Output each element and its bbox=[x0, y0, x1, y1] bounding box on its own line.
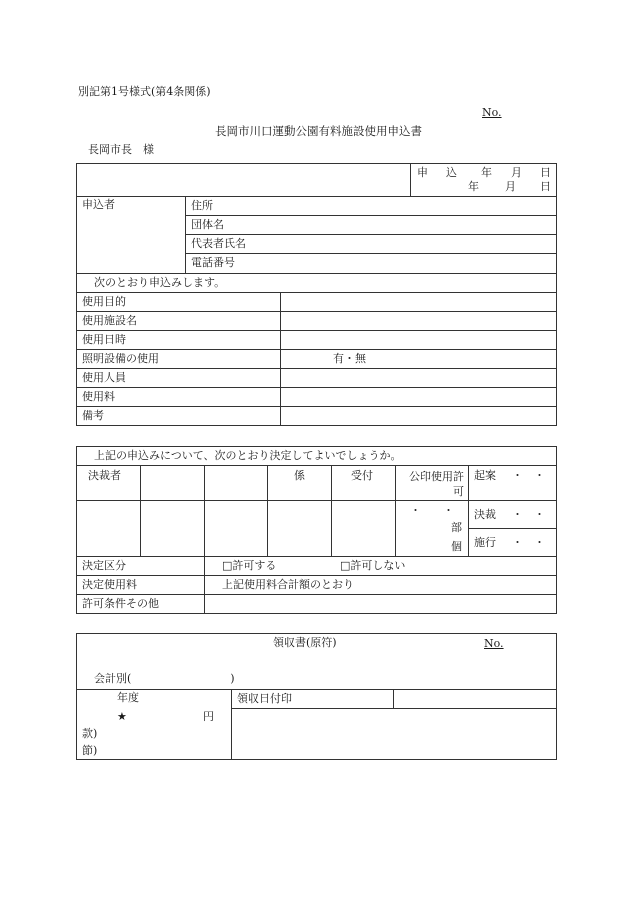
conditions-label: 許可条件その他 bbox=[82, 597, 159, 610]
kan-label: 款) bbox=[82, 727, 98, 740]
organization-label: 団体名 bbox=[191, 218, 224, 231]
remarks-label: 備考 bbox=[82, 409, 104, 422]
account-label: 会計別( ) bbox=[94, 672, 235, 685]
phone-label: 電話番号 bbox=[191, 256, 235, 269]
yen-label: 円 bbox=[203, 710, 214, 723]
fiscal-year-label: 年度 bbox=[117, 691, 139, 704]
setsu-label: 節) bbox=[82, 744, 98, 757]
receipt-number-label: No. bbox=[484, 637, 504, 650]
date-char-2: 込 bbox=[446, 166, 457, 179]
date2-day: 日 bbox=[540, 180, 551, 193]
receipt-table bbox=[76, 633, 557, 760]
stamp-label: 領収日付印 bbox=[237, 692, 292, 705]
seal-label: 公印使用許可 bbox=[409, 470, 464, 498]
clerk-label: 係 bbox=[294, 469, 305, 482]
purpose-label: 使用目的 bbox=[82, 295, 126, 308]
reception-label: 受付 bbox=[351, 469, 373, 482]
fee-label: 使用料 bbox=[82, 390, 115, 403]
date-day: 日 bbox=[540, 166, 551, 179]
form-reference: 別記第1号様式(第4条関係) bbox=[78, 85, 211, 98]
units-label: 個 bbox=[451, 540, 462, 553]
facility-label: 使用施設名 bbox=[82, 314, 137, 327]
application-intro: 次のとおり申込みします。 bbox=[94, 276, 226, 289]
page-title: 長岡市川口運動公園有料施設使用申込書 bbox=[215, 124, 422, 138]
address-label: 住所 bbox=[191, 199, 213, 212]
category-label: 決定区分 bbox=[82, 559, 126, 572]
executed-label: 施行 bbox=[474, 536, 496, 549]
date-month: 月 bbox=[511, 166, 522, 179]
decided-fee-label: 決定使用料 bbox=[82, 578, 137, 591]
representative-label: 代表者氏名 bbox=[191, 237, 246, 250]
seal-dots: ・ ・ bbox=[410, 504, 454, 517]
approver-label: 決裁者 bbox=[88, 469, 121, 482]
decided-fee-value: 上記使用料合計額のとおり bbox=[222, 578, 354, 591]
executed-dots: ・ ・ bbox=[512, 536, 545, 549]
date2-year: 年 bbox=[468, 180, 479, 193]
permit-checkbox[interactable]: □許可する bbox=[222, 559, 277, 572]
copies-label: 部 bbox=[451, 521, 462, 534]
receipt-title: 領収書(原符) bbox=[273, 636, 337, 649]
applicant-label: 申込者 bbox=[82, 198, 115, 211]
date-year: 年 bbox=[481, 166, 492, 179]
lighting-value: 有・無 bbox=[333, 352, 366, 365]
approved-dots: ・ ・ bbox=[512, 508, 545, 521]
attendees-label: 使用人員 bbox=[82, 371, 126, 384]
number-label: No. bbox=[482, 106, 502, 119]
decision-intro: 上記の申込みについて、次のとおり決定してよいでしょうか。 bbox=[94, 449, 402, 462]
star-icon: ★ bbox=[117, 710, 127, 723]
addressee: 長岡市長 様 bbox=[88, 143, 154, 156]
date-char-1: 申 bbox=[417, 166, 428, 179]
drafted-dots: ・ ・ bbox=[512, 469, 545, 482]
lighting-label: 照明設備の使用 bbox=[82, 352, 159, 365]
deny-checkbox[interactable]: □許可しない bbox=[340, 559, 406, 572]
approved-label: 決裁 bbox=[474, 508, 496, 521]
drafted-label: 起案 bbox=[474, 469, 496, 482]
date2-month: 月 bbox=[505, 180, 516, 193]
datetime-label: 使用日時 bbox=[82, 333, 126, 346]
